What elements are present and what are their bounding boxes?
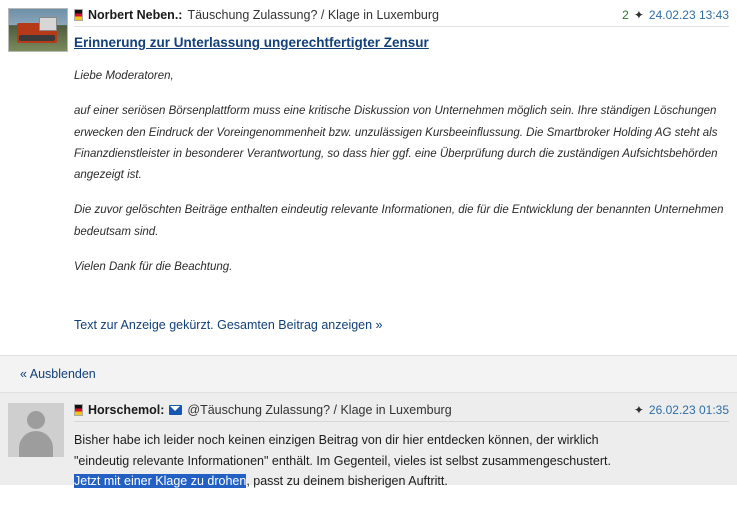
selected-text[interactable]: Jetzt mit einer Klage zu drohen	[74, 474, 247, 489]
post-timestamp: 26.02.23 01:35	[648, 403, 729, 417]
star-icon[interactable]: ✦	[633, 403, 644, 417]
post-paragraph: Liebe Moderatoren,	[74, 70, 174, 82]
post-paragraph: Die zuvor gelöschten Beiträge enthalten eindeutig relevante Informationen, die für die Entwicklung der benannten Unternehmen bedeutsam sind.	[74, 204, 724, 238]
german-flag-icon	[74, 9, 83, 21]
post-author[interactable]: Norbert Neben.:	[88, 8, 183, 22]
reply-count: 2	[622, 8, 629, 22]
collapse-bar	[0, 355, 737, 393]
post-line: Bisher habe ich leider noch keinen einzigen Beitrag von dir hier entdecken können, der wirklich	[74, 433, 599, 447]
expand-post-link[interactable]: Text zur Anzeige gekürzt. Gesamten Beitrag anzeigen »	[74, 318, 383, 333]
forum-post-reply	[0, 393, 737, 489]
post-line: "eindeutig relevante Informationen" enthält. Im Gegenteil, vieles ist selbst zusammengeschustert.	[74, 453, 611, 468]
avatar[interactable]	[8, 403, 64, 457]
post-header-left	[74, 403, 624, 417]
post-timestamp: 24.02.23 13:43	[648, 8, 729, 22]
post-body	[74, 430, 729, 492]
post-paragraph: Vielen Dank für die Beachtung.	[74, 260, 233, 273]
collapse-link[interactable]: « Ausblenden	[20, 367, 96, 381]
avatar-column	[0, 403, 74, 457]
post-header	[74, 8, 729, 27]
post-header-left	[74, 8, 612, 22]
post-body	[74, 66, 729, 278]
post-header	[74, 403, 729, 422]
mail-icon[interactable]	[169, 405, 182, 415]
post-line-highlighted	[74, 471, 729, 492]
truck-cab-icon	[39, 17, 57, 31]
post-header-right	[612, 8, 729, 22]
post-author[interactable]: Horschemol:	[88, 403, 165, 417]
post-content	[74, 403, 737, 492]
avatar-body-icon	[19, 431, 53, 457]
post-content	[74, 8, 737, 332]
star-icon[interactable]: ✦	[633, 8, 644, 22]
german-flag-icon	[74, 404, 83, 416]
avatar-column	[0, 8, 74, 52]
avatar[interactable]	[8, 8, 68, 52]
thread-reference[interactable]: @Täuschung Zulassung? / Klage in Luxemburg	[187, 403, 452, 417]
post-line-rest: , passt zu deinem bisherigen Auftritt.	[246, 474, 448, 489]
thread-reference[interactable]: Täuschung Zulassung? / Klage in Luxemburg	[187, 8, 439, 22]
post-header-right	[624, 403, 729, 417]
post-title[interactable]: Erinnerung zur Unterlassung ungerechtfertigter Zensur	[74, 35, 429, 50]
avatar-head-icon	[27, 411, 45, 429]
post-paragraph: auf einer seriösen Börsenplattform muss eine kritische Diskussion von Unternehmen möglich sein. Ihre ständigen Löschungen erwecken den Eindruck der Voreingenommenheit bzw. unzulässigen Kursbeeinflussung. Die Smartbroker Holding AG steht als Finanzdienstleister in besonderer Verantwortung, so dass hier ggf. eine Überprüfung durch die zuständigen Aufsichtsbehörden angezeigt ist.	[74, 105, 718, 182]
